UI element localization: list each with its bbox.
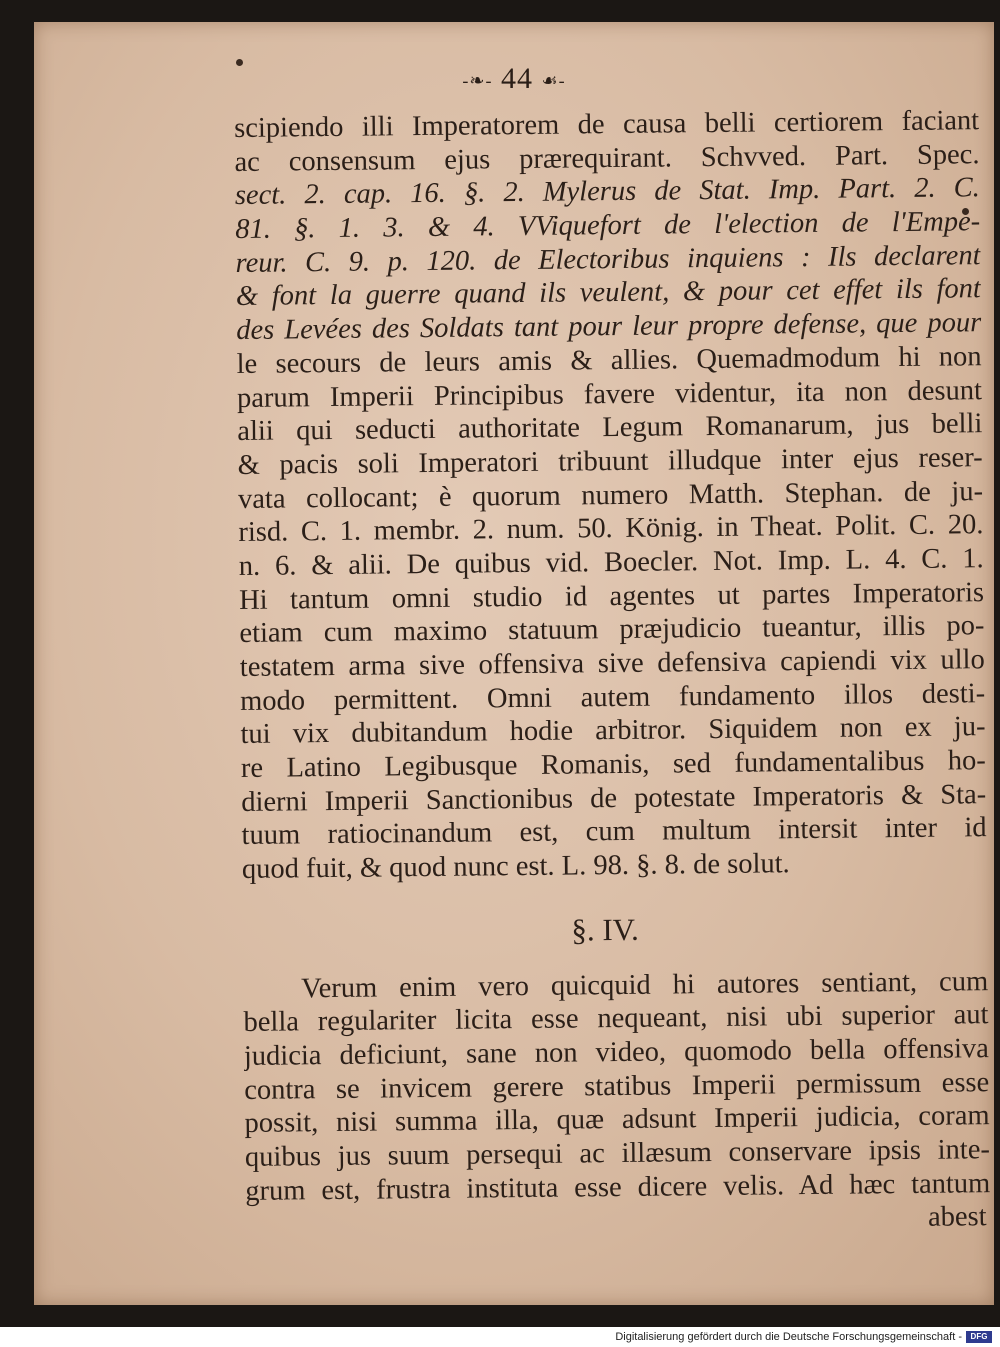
text-line: sect. 2. cap. 16. §. 2. Mylerus de Stat. Imp. Part. 2. C. [234,172,980,212]
dfg-logo-icon: DFG [966,1331,992,1343]
section-heading: §. IV. [571,911,639,948]
ornament-left-icon: -❧- [462,70,493,91]
text-line: modo permittent. Omni autem fundamento illos desti- [240,677,986,717]
catchword: abest [927,1201,987,1234]
text-line: alii qui seducti authoritate Legum Romanarum, jus belli [237,408,983,448]
text-line: reur. C. 9. p. 120. de Electoribus inquiens : Ils declarent [235,239,981,279]
text-line: re Latino Legibusque Romanis, sed fundamentalibus ho- [240,745,986,785]
text-line: scipiendo illi Imperatorem de causa belli certiorem faciant [234,105,980,144]
page-number: 44 [500,62,533,95]
text-line: quod fuit, & quod nunc est. L. 98. §. 8. de solut. [241,848,790,886]
text-line: quibus jus suum persequi ac illæsum conservare ipsis inte- [244,1134,991,1173]
text-line: & pacis soli Imperatori tribuunt illudque inter ejus reser- [237,442,983,481]
text-line: dierni Imperii Sanctionibus de potestate Imperatoris & Sta- [241,778,987,818]
text-line: 81. §. 1. 3. & 4. VViquefort de l'election de l'Empe- [235,206,981,246]
text-line: judicia deficiunt, sane non video, quomodo bella offensiva [243,1033,990,1072]
text-line: risd. C. 1. membr. 2. num. 50. König. in Theat. Polit. C. 20. [238,509,984,549]
page-text [234,104,991,1242]
text-line: bella regulariter licita esse nequeant, nisi ubi superior aut [243,999,989,1039]
text-line: Verum enim vero quicquid hi autores sentiant, cum [301,965,989,1004]
digitization-footer [0,1327,1000,1347]
ornament-right-icon: ☙- [541,70,566,91]
text-line: etiam cum maximo statuum præjudicio tueantur, illis po- [239,610,985,650]
page-header [34,62,994,96]
text-line: ac consensum ejus prærequirant. Schvved. Part. Spec. [234,138,980,178]
book-page [34,22,994,1305]
text-line: Hi tantum omni studio id agentes ut partes Imperatoris [238,576,985,616]
text-line: testatem arma sive offensiva sive defensiva capiendi vix ullo [239,644,985,683]
text-line: le secours de leurs amis & allies. Quemadmodum hi non [236,340,982,380]
text-line: possit, nisi summa illa, quæ adsunt Imperii judicia, coram [244,1100,990,1140]
text-line: tuum ratiocinandum est, cum multum intersit inter id [241,812,987,852]
text-line: des Levées des Soldats tant pour leur propre defense, que pour [236,307,982,347]
text-line: n. 6. & alii. De quibus vid. Boecler. Not. Imp. L. 4. C. 1. [238,543,984,582]
text-line: vata collocant; è quorum numero Matth. Stephan. de ju- [237,475,984,515]
text-line: grum est, frustra instituta esse dicere velis. Ad hæc tantum [245,1167,991,1207]
text-line: & font la guerre quand ils veulent, & pour cet effet ils font [235,273,982,313]
text-line: contra se invicem gerere statibus Imperii permissum esse [244,1066,990,1106]
text-line: tui vix dubitandum hodie arbitror. Siquidem non ex ju- [240,711,986,751]
text-line: parum Imperii Principibus favere videntur, ita non desunt [236,374,983,414]
footer-text: Digitalisierung gefördert durch die Deutsche Forschungsgemeinschaft - [615,1331,962,1343]
